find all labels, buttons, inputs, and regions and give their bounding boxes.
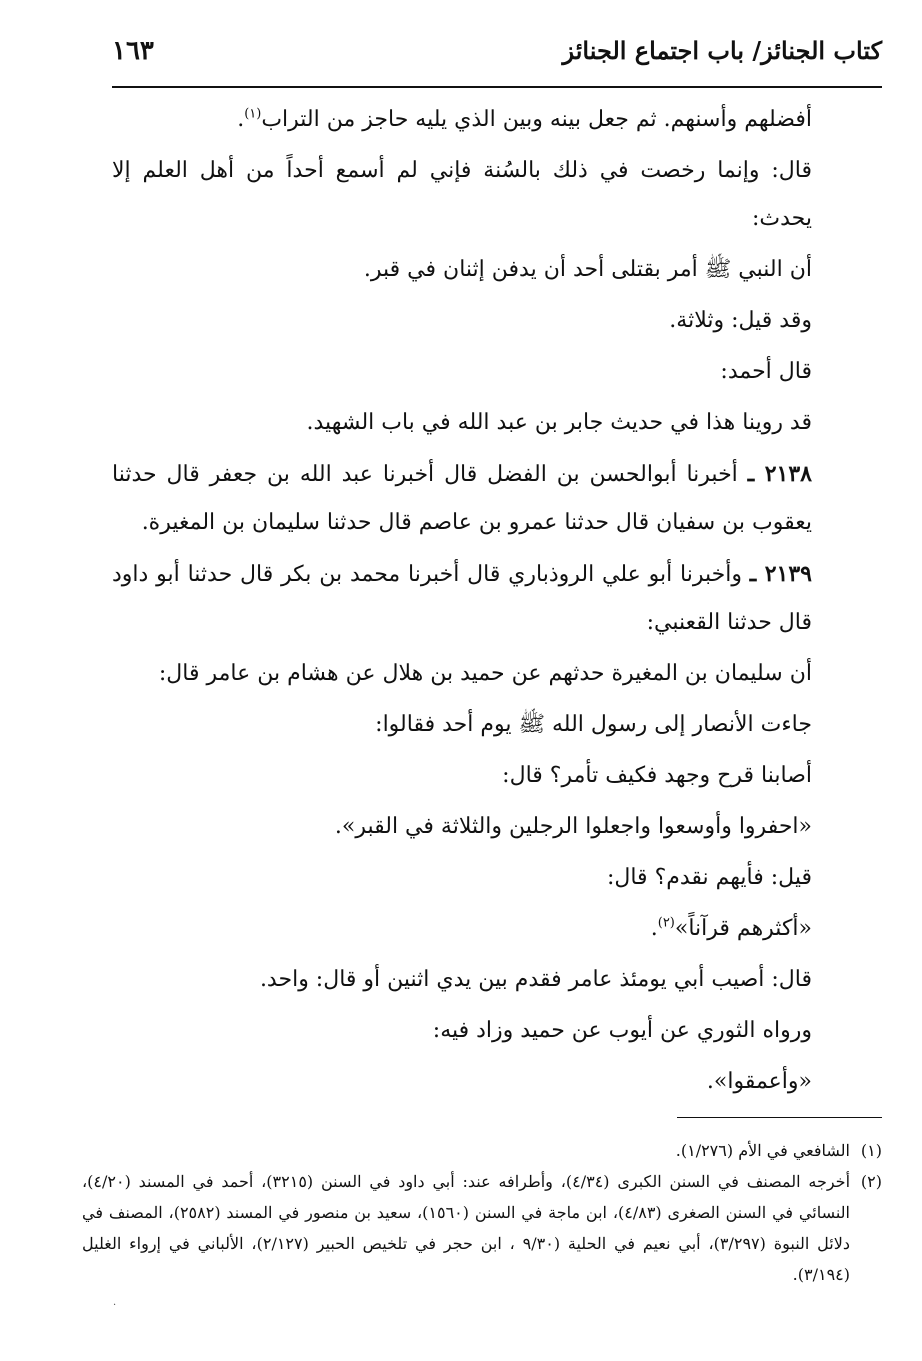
paragraph-9: أن سليمان بن المغيرة حدثهم عن حميد بن هلال عن هشام بن عامر قال: <box>158 661 812 686</box>
footnote-number: (١) <box>860 1141 882 1160</box>
page-number: ١٦٣ <box>112 36 154 66</box>
scan-speck: · <box>113 1300 117 1311</box>
paragraph-13: قيل: فأيهم نقدم؟ قال: <box>606 865 812 890</box>
footnote-ref-1[interactable]: (١) <box>244 106 262 122</box>
footnote-ref-2[interactable]: (٢) <box>657 915 675 931</box>
paragraph-10: جاءت الأنصار إلى رسول الله ﷺ يوم أحد فقالوا: <box>375 712 812 737</box>
paragraph-5: قال أحمد: <box>720 359 812 384</box>
footnote-divider <box>677 1117 882 1118</box>
hadith-number: ٢١٣٨ ـ <box>747 461 812 487</box>
paragraph-4: وقد قيل: وثلاثة. <box>669 308 812 333</box>
hadith-2138: ٢١٣٨ ـ أخبرنا أبوالحسن بن الفضل قال أخبرنا عبد الله بن جعفر قال حدثنا يعقوب بن سفيان قال حدثنا عمرو بن عاصم قال حدثنا سليمان بن المغيرة. <box>112 461 812 535</box>
footnote-1 <box>82 1135 882 1166</box>
running-title: كتاب الجنائز/ باب اجتماع الجنائز <box>562 36 882 65</box>
paragraph-16: ورواه الثوري عن أيوب عن حميد وزاد فيه: <box>432 1018 812 1043</box>
paragraph-2: قال: وإنما رخصت في ذلك بالسُنة فإني لم أسمع أحداً من أهل العلم إلا يحدث: <box>112 158 812 231</box>
paragraph-12: «احفروا وأوسعوا واجعلوا الرجلين والثلاثة في القبر». <box>334 814 812 839</box>
hadith-number: ٢١٣٩ ـ <box>749 561 812 587</box>
paragraph-3: أن النبي ﷺ أمر بقتلى أحد أن يدفن إثنان في قبر. <box>363 257 812 282</box>
paragraph-17: «وأعمقوا». <box>706 1069 812 1094</box>
footnote-text: أخرجه المصنف في السنن الكبرى (٤/٣٤)، وأطرافه عند: أبي داود في السنن (٣٢١٥)، أحمد في المسند (٤/٢٠)، النسائي في السنن الصغرى (٤/٨٣)، ابن ماجة في السنن (١٥٦٠)، سعيد بن منصور في المسند (٢٥٨٢)، المصنف في دلائل النبوة (٣/٢٩٧)، أبي نعيم في الحلية (٩/٣٠ ، ابن حجر في تلخيص الحبير (٢/١٢٧)، الألباني في إرواء الغليل (٣/١٩٤). <box>82 1172 851 1284</box>
paragraph-15: قال: أصيب أبي يومئذ عامر فقدم بين يدي اثنين أو قال: واحد. <box>259 967 812 992</box>
footnotes <box>82 1135 882 1290</box>
footnote-text: الشافعي في الأم (١/٢٧٦). <box>675 1141 850 1160</box>
paragraph-6: قد روينا هذا في حديث جابر بن عبد الله في باب الشهيد. <box>306 410 812 435</box>
hadith-2139: ٢١٣٩ ـ وأخبرنا أبو علي الروذباري قال أخبرنا محمد بن بكر قال حدثنا أبو داود قال حدثنا القعنبي: <box>112 561 812 635</box>
main-text <box>112 96 882 1109</box>
paragraph-1: أفضلهم وأسنهم. ثم جعل بينه وبين الذي يليه حاجز من التراب$^{(١)}$. <box>237 106 812 132</box>
header-divider <box>112 86 882 88</box>
paragraph-11: أصابنا قرح وجهد فكيف تأمر؟ قال: <box>502 763 812 788</box>
paragraph-14: «أكثرهم قرآناً»$^{(٢)}$. <box>650 915 812 941</box>
footnote-number: (٢) <box>860 1172 882 1191</box>
page-header <box>112 30 882 82</box>
footnote-2 <box>82 1166 882 1290</box>
